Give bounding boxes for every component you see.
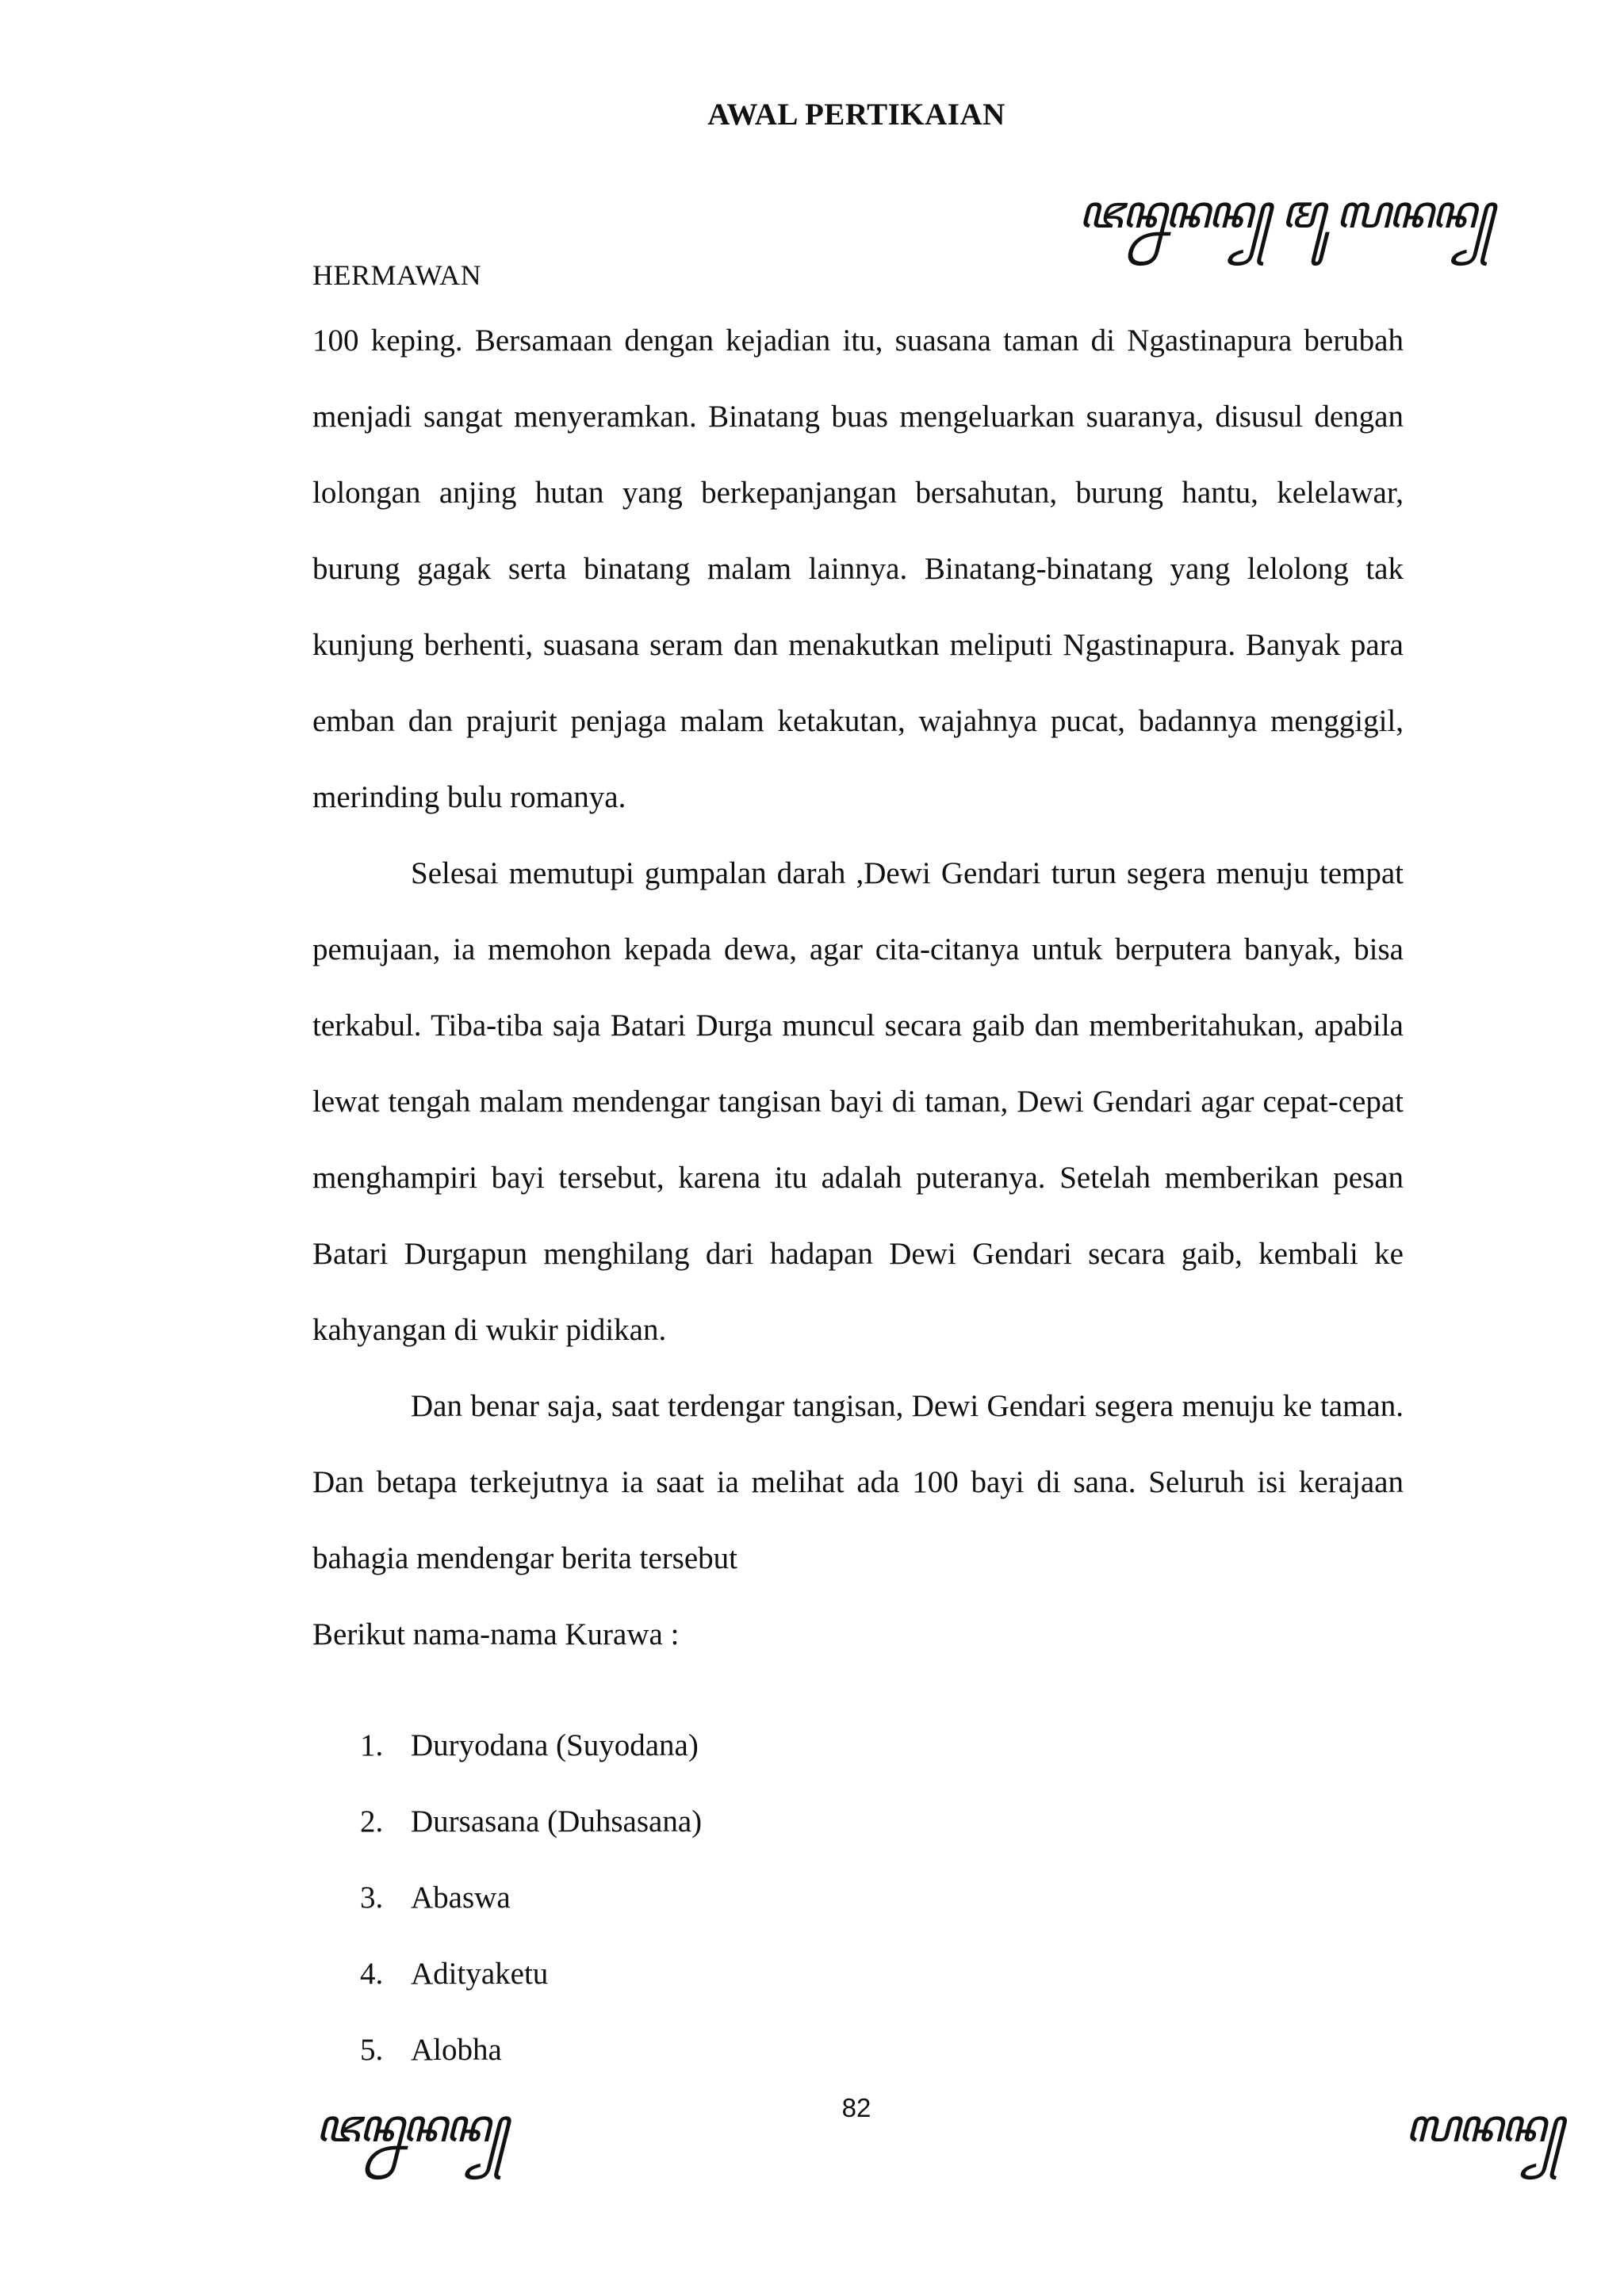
body-text [312,303,1404,2088]
list-item-number: 4. [360,1957,384,1991]
list-item-number: 5. [360,2033,384,2067]
page-number: 82 [841,2093,871,2122]
paragraph-3: Dan benar saja, saat terdengar tangisan, Dewi Gendari segera menuju ke taman. Dan betapa terkejutnya ia saat ia melihat ada 100 bayi di sana. Seluruh isi kerajaan bahagia mendengar berita tersebut [312,1389,1404,1575]
javanese-script-bottom-left: ꦗꦤ꧀ꦤꦤꦤ꧀ [316,2099,507,2152]
list-item-name: Abaswa [411,1881,511,1915]
list-item [312,1936,1404,2012]
kurawa-list [312,1708,1404,2088]
paragraph-2: Selesai memutupi gumpalan darah ,Dewi Gendari turun segera menuju tempat pemujaan, ia memohon kepada dewa, agar cita-citanya untuk berputera banyak, bisa terkabul. Tiba-tiba saja Batari Durga muncul secara gaib dan memberitahukan, apabila lewat tengah malam mendengar tangisan bayi di taman, Dewi Gendari agar cepat-cepat menghampiri bayi tersebut, karena itu adalah puteranya. Setelah memberikan pesan Batari Durgapun menghilang dari hadapan Dewi Gendari secara gaib, kembali ke kahyangan di wukir pidikan. [312,856,1404,1347]
list-item-name: Adityaketu [411,1957,549,1991]
author-name: HERMAWAN [312,259,482,291]
list-item [312,2012,1404,2088]
list-item [312,1708,1404,1784]
page-title: AWAL PERTIKAIAN [707,98,1005,132]
javanese-script-bottom-right: ꦭꦤꦤ꧀ [1405,2099,1562,2152]
list-item [312,1784,1404,1860]
list-item [312,1860,1404,1936]
list-item-number: 1. [360,1728,384,1762]
list-item-name: Dursasana (Duhsasana) [411,1804,703,1839]
list-item-name: Alobha [411,2033,502,2067]
paragraph-1: 100 keping. Bersamaan dengan kejadian itu, suasana taman di Ngastinapura berubah menjadi sangat menyeramkan. Binatang buas mengeluarkan suaranya, disusul dengan lolongan anjing hutan yang berkepanjangan bersahutan, burung hantu, kelelawar, burung gagak serta binatang malam lainnya. Binatang-binatang yang lelolong tak kunjung berhenti, suasana seram dan menakutkan meliputi Ngastinapura. Banyak para emban dan prajurit penjaga malam ketakutan, wajahnya pucat, badannya menggigil, merinding bulu romanya. [312,323,1404,814]
list-intro: Berikut nama-nama Kurawa : [312,1617,680,1651]
list-item-number: 2. [360,1804,384,1839]
list-item-name: Duryodana (Suyodana) [411,1728,699,1762]
javanese-script-top: ꦗꦤ꧀ꦤꦤꦤ꧀ ꦩꦸ ꦭꦤꦤ꧀ [1078,185,1493,239]
list-item-number: 3. [360,1881,384,1915]
